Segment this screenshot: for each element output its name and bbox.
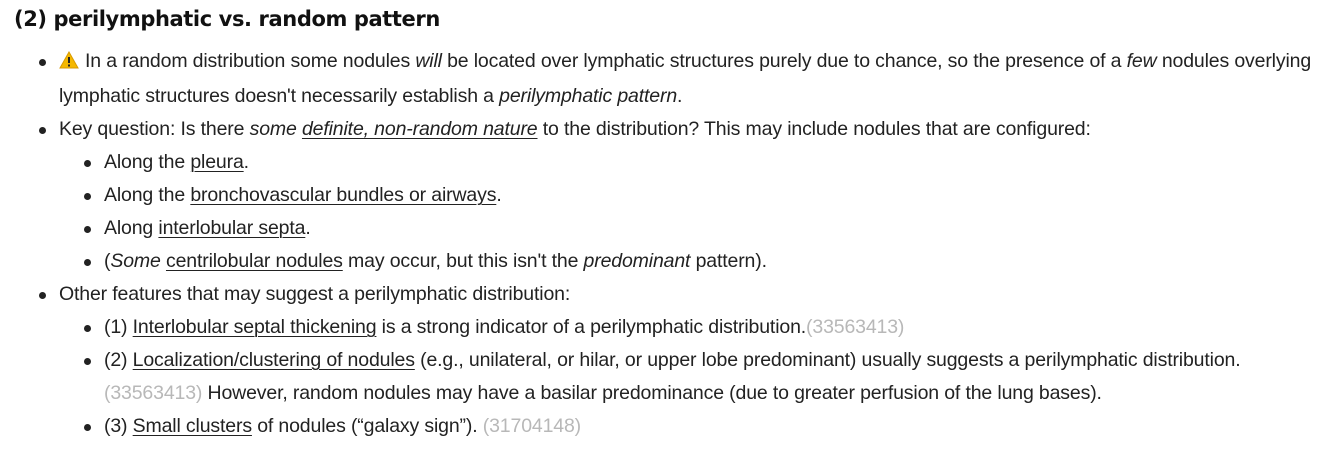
text: (e.g., unilateral, or hilar, or upper lobe predominant) usually suggests a perilymphatic distribution.	[414, 349, 1241, 371]
text: be located over lymphatic structures purely due to chance, so the presence of a	[441, 50, 1127, 72]
sub-item-septa	[59, 212, 1334, 245]
text: Along the	[104, 184, 191, 206]
text: (2)	[104, 349, 133, 371]
text: However, random nodules may have a basilar predominance (due to greater perfusion of the lung bases).	[202, 382, 1102, 404]
sub-item-bronchovascular	[59, 179, 1334, 212]
sub-item-centrilobular	[59, 245, 1334, 278]
text: Along	[104, 217, 159, 239]
emphasis-will: will	[415, 50, 442, 72]
list-item-key-question	[14, 113, 1334, 278]
text: Other features that may suggest a perilymphatic distribution:	[59, 283, 571, 305]
section-heading: (2) perilymphatic vs. random pattern	[14, 7, 440, 31]
emphasis-some: Some	[110, 250, 161, 272]
sub-list-features	[59, 311, 1334, 443]
septal-thickening-link[interactable]: Interlobular septal thickening	[132, 316, 377, 338]
sub-item-localization	[59, 344, 1334, 410]
reference-citation[interactable]: (31704148)	[482, 415, 582, 437]
text: .	[677, 85, 683, 107]
sub-item-septal-thickening	[59, 311, 1334, 344]
text: pattern).	[690, 250, 767, 272]
sub-item-pleura	[59, 146, 1334, 179]
text: nodules overlying lymphatic structures doesn't necessarily establish a	[59, 50, 1312, 107]
text: .	[496, 184, 502, 206]
text: (	[104, 250, 111, 272]
bronchovascular-link[interactable]: bronchovascular bundles or airways	[190, 184, 497, 206]
list-item-other-features	[14, 278, 1334, 443]
text: .	[305, 217, 311, 239]
bullet-list	[14, 45, 1334, 443]
reference-citation[interactable]: (33563413)	[104, 382, 203, 404]
text: Key question: Is there	[59, 118, 250, 140]
list-item-random-chance	[14, 45, 1334, 113]
interlobular-septa-link[interactable]: interlobular septa	[158, 217, 306, 239]
text: (3)	[104, 415, 133, 437]
localization-link[interactable]: Localization/clustering of nodules	[132, 349, 415, 371]
emphasis-some: some	[249, 118, 297, 140]
text: .	[243, 151, 249, 173]
text: may occur, but this isn't the	[342, 250, 584, 272]
sub-list-configurations	[59, 146, 1334, 278]
text: In a random distribution some nodules	[85, 50, 416, 72]
text: Along the	[104, 151, 191, 173]
emphasis-perilymphatic-pattern: perilymphatic pattern	[499, 85, 678, 107]
emphasis-few: few	[1126, 50, 1157, 72]
reference-citation[interactable]: (33563413)	[806, 316, 905, 338]
emphasis-predominant: predominant	[583, 250, 691, 272]
emphasis-definite-nature: definite, non-random nature	[301, 118, 538, 140]
text: of nodules (“galaxy sign”).	[251, 415, 483, 437]
warning-icon	[59, 47, 79, 80]
small-clusters-link[interactable]: Small clusters	[132, 415, 252, 437]
centrilobular-nodules-link[interactable]: centrilobular nodules	[165, 250, 343, 272]
text: is a strong indicator of a perilymphatic distribution.	[376, 316, 807, 338]
text: to the distribution? This may include nodules that are configured:	[537, 118, 1091, 140]
pleura-link[interactable]: pleura	[190, 151, 244, 173]
text: (1)	[104, 316, 133, 338]
sub-item-small-clusters	[59, 410, 1334, 443]
